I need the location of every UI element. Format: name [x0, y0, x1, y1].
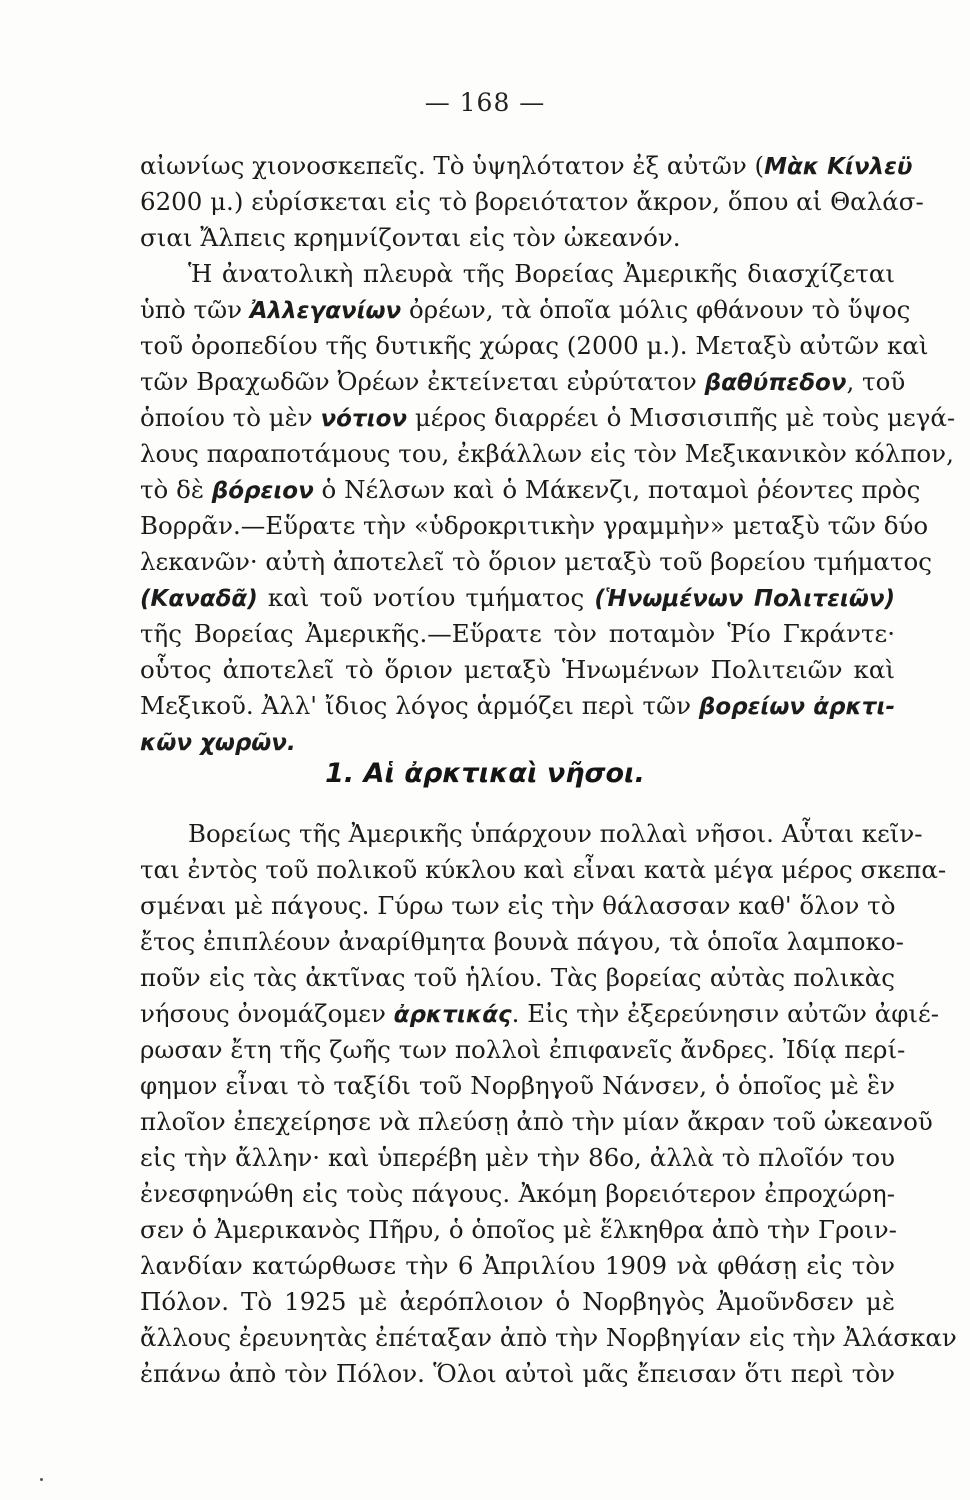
text-run: λεκανῶν· αὐτὴ ἀποτελεῖ τὸ ὅριον μεταξὺ τοῦ βορείου τμήματος: [140, 547, 932, 576]
text-run: οὗτος ἀποτελεῖ τὸ ὅριον μεταξὺ Ἡνωμένων Πολιτειῶν καὶ: [140, 655, 895, 684]
text-line: [188, 816, 923, 852]
text-run: ρωσαν ἔτη τῆς ζωῆς των πολλοὶ ἐπιφανεῖς ἄνδρες. Ἰδίᾳ περί-: [140, 1035, 906, 1064]
text-run: , τοῦ: [846, 367, 906, 396]
emphasized-term: Μὰκ Κίνλεϋ: [764, 154, 913, 180]
text-run: νήσους ὀνομάζομεν: [140, 999, 394, 1028]
text-run: σεν ὁ Ἀμερικανὸς Πῆρυ, ὁ ὁποῖος μὲ ἕλκηθρα ἀπὸ τὴν Γροιν-: [140, 1215, 897, 1244]
emphasized-term: (Ἡνωμένων Πολιτειῶν): [594, 586, 896, 612]
text-run: Ἡ ἀνατολικὴ πλευρὰ τῆς Βορείας Ἀμερικῆς διασχίζεται: [188, 259, 895, 288]
page-number: — 168 —: [424, 88, 546, 117]
text-line: [140, 852, 947, 888]
text-run: αἰωνίως χιονοσκεπεῖς. Τὸ ὑψηλότατον ἐξ αὐτῶν (: [140, 151, 765, 180]
section-heading: 1. Αἱ ἀρκτικαὶ νῆσοι.: [325, 758, 645, 789]
emphasized-term: κῶν χωρῶν.: [140, 730, 296, 756]
text-line: [140, 544, 932, 580]
text-line: [140, 436, 954, 472]
text-run: Πόλον. Τὸ 1925 μὲ ἀερόπλοιον ὁ Νορβηγὸς Ἀμοῦνδσεν μὲ: [140, 1287, 895, 1316]
text-line: [140, 888, 895, 924]
emphasized-term: ἀρκτικάς: [393, 1002, 512, 1028]
text-run: τοῦ ὀροπεδίου τῆς δυτικῆς χώρας (2000 μ.). Μεταξὺ αὐτῶν καὶ: [140, 331, 929, 360]
text-line: [140, 508, 929, 544]
text-run: σμέναι μὲ πάγους. Γύρω των εἰς τὴν θάλασσαν καθ' ὅλον τὸ: [140, 891, 896, 920]
text-line: [140, 1284, 895, 1320]
emphasized-term: (Καναδᾶ): [140, 586, 258, 612]
text-run: ὁποίου τὸ μὲν: [140, 403, 321, 432]
text-line: [140, 184, 924, 220]
text-line: [140, 1176, 895, 1212]
text-line: [140, 996, 939, 1032]
text-run: τὸ δὲ: [140, 475, 212, 504]
text-run: λους παραποτάμους του, ἐκβάλλων εἰς τὸν Μεξικανικὸν κόλπον,: [140, 439, 954, 468]
text-line: [140, 580, 895, 616]
text-line: [140, 1212, 895, 1248]
text-line: [140, 616, 895, 652]
text-run: Βορείως τῆς Ἀμερικῆς ὑπάρχουν πολλαὶ νῆσοι. Αὗται κεῖν-: [188, 819, 923, 848]
emphasized-term: βαθύπεδον: [704, 370, 847, 396]
text-line: [140, 400, 956, 436]
text-run: ὁ Νέλσων καὶ ὁ Μάκενζι, ποταμοὶ ῥέοντες πρὸς: [313, 475, 921, 504]
text-line: [140, 924, 904, 960]
emphasized-term: Ἀλλεγανίων: [249, 298, 402, 324]
text-run: . Εἰς τὴν ἐξερεύνησιν αὐτῶν ἀφιέ-: [511, 999, 939, 1028]
text-line: [140, 472, 921, 508]
text-run: 6200 μ.) εὑρίσκεται εἰς τὸ βορειότατον ἄκρον, ὅπου αἱ Θαλάσ-: [140, 187, 924, 216]
text-run: μέρος διαρρέει ὁ Μισσισιπῆς μὲ τοὺς μεγά-: [407, 403, 956, 432]
text-line: [140, 688, 895, 724]
print-speck: [40, 1478, 43, 1481]
emphasized-term: βορείων ἀρκτι-: [698, 694, 895, 720]
text-run: φημον εἶναι τὸ ταξίδι τοῦ Νορβηγοῦ Νάνσεν, ὁ ὁποῖος μὲ ἓν: [140, 1071, 895, 1100]
text-run: Βορρᾶν.—Εὕρατε τὴν «ὑδροκριτικὴν γραμμὴν» μεταξὺ τῶν δύο: [140, 511, 929, 540]
text-line: [140, 220, 895, 256]
text-run: ἐνεσφηνώθη εἰς τοὺς πάγους. Ἀκόμη βορειότερον ἐπροχώρη-: [140, 1179, 895, 1208]
text-run: πλοῖον ἐπεχείρησε νὰ πλεύσῃ ἀπὸ τὴν μίαν ἄκραν τοῦ ὠκεανοῦ: [140, 1107, 933, 1136]
text-line: [140, 1140, 895, 1176]
text-run: ται ἐντὸς τοῦ πολικοῦ κύκλου καὶ εἶναι κατὰ μέγα μέρος σκεπα-: [140, 855, 947, 884]
text-run: τῶν Βραχωδῶν Ὀρέων ἐκτείνεται εὐρύτατον: [140, 367, 705, 396]
text-run: ἐπάνω ἀπὸ τὸν Πόλον. Ὅλοι αὐτοὶ μᾶς ἔπεισαν ὅτι περὶ τὸν: [140, 1359, 895, 1388]
text-line: [140, 292, 911, 328]
emphasized-term: νότιον: [320, 406, 408, 432]
text-run: ὑπὸ τῶν: [140, 295, 250, 324]
text-line: [140, 148, 913, 184]
text-line: [140, 1356, 895, 1392]
text-line: [140, 1104, 933, 1140]
text-run: Μεξικοῦ. Ἀλλ' ἴδιος λόγος ἁρμόζει περὶ τῶν: [140, 691, 699, 720]
text-run: καὶ τοῦ νοτίου τμήματος: [257, 583, 595, 612]
emphasized-term: βόρειον: [211, 478, 314, 504]
text-line: [140, 1032, 906, 1068]
text-line: [140, 328, 929, 364]
text-run: σιαι Ἄλπεις κρημνίζονται εἰς τὸν ὠκεανόν.: [140, 223, 681, 252]
text-run: τῆς Βορείας Ἀμερικῆς.—Εὕρατε τὸν ποταμὸν Ῥίο Γκράντε·: [140, 619, 895, 648]
text-line: [140, 960, 895, 996]
text-line: [188, 256, 895, 292]
text-run: ἄλλους ἐρευνητὰς ἐπέταξαν ἀπὸ τὴν Νορβηγίαν εἰς τὴν Ἀλάσκαν: [140, 1323, 957, 1352]
text-run: εἰς τὴν ἄλλην· καὶ ὑπερέβη μὲν τὴν 86ο, ἀλλὰ τὸ πλοῖόν του: [140, 1143, 895, 1172]
text-run: ἔτος ἐπιπλέουν ἀναρίθμητα βουνὰ πάγου, τὰ ὁποῖα λαμποκο-: [140, 927, 904, 956]
text-line: [140, 652, 895, 688]
text-line: [140, 1068, 895, 1104]
text-run: λανδίαν κατώρθωσε τὴν 6 Ἀπριλίου 1909 νὰ φθάσῃ εἰς τὸν: [140, 1251, 895, 1280]
text-line: [140, 364, 906, 400]
text-run: ποῦν εἰς τὰς ἀκτῖνας τοῦ ἡλίου. Τὰς βορείας αὐτὰς πολικὰς: [140, 963, 895, 992]
text-run: ὀρέων, τὰ ὁποῖα μόλις φθάνουν τὸ ὕψος: [401, 295, 911, 324]
text-line: [140, 1320, 957, 1356]
text-line: [140, 1248, 895, 1284]
